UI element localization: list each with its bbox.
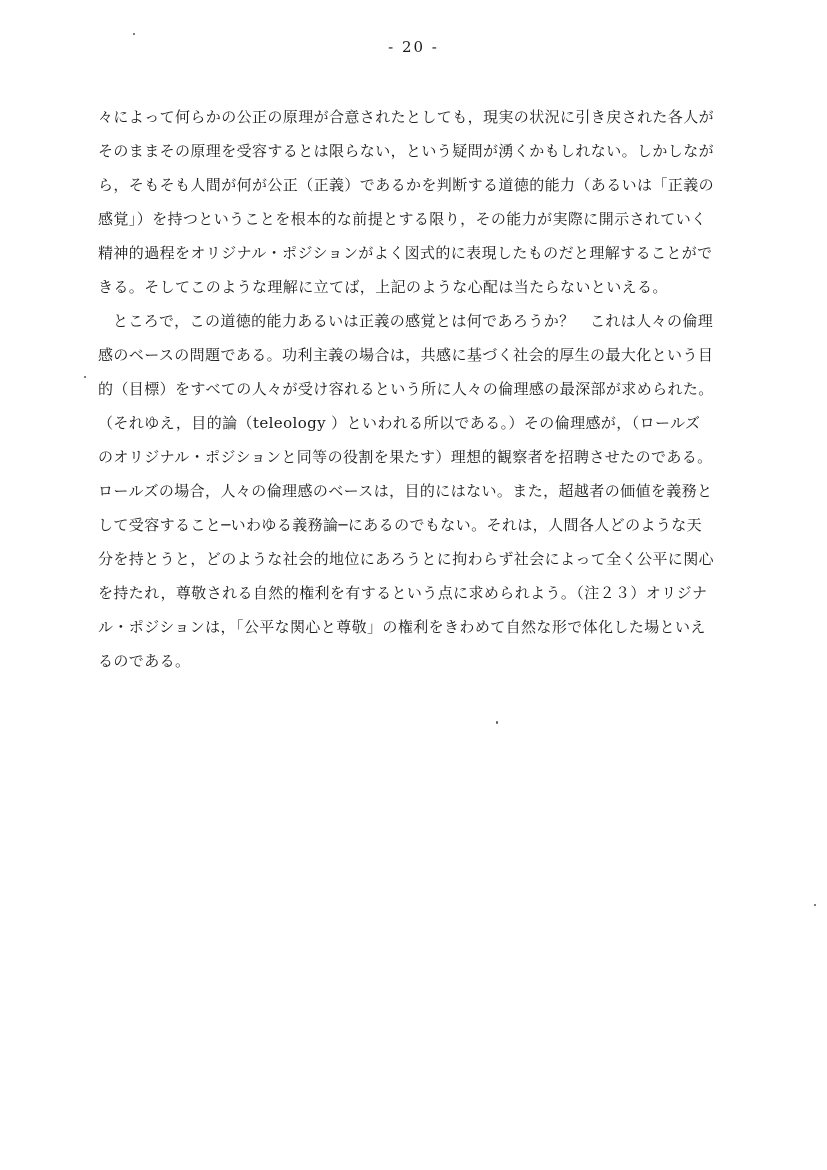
text-line: ル・ポジションは，「公平な関心と尊敬」の権利をきわめて自然な形で体化した場といえ	[98, 618, 706, 636]
scan-speck	[84, 376, 86, 378]
text-line: ら，そもそも人間が何が公正（正義）であるかを判断する道徳的能力（あるいは「正義の	[98, 176, 715, 194]
text-line: 感のベースの問題である。功利主義の場合は，共感に基づく社会的厚生の最大化という目	[98, 346, 714, 364]
body-text	[98, 100, 738, 678]
text-line: るのである。	[98, 652, 191, 670]
text-line: ところで，この道徳的能力あるいは正義の感覚とは何であろうか？ これは人々の倫理	[113, 312, 714, 330]
text-line: して受容すること─いわゆる義務論─にあるのでもない。それは，人間各人どのような天	[98, 516, 703, 534]
text-line: （それゆえ，目的論（teleology ）といわれる所以である。）その倫理感が，（ロールズ	[98, 414, 701, 432]
text-line: 精神的過程をオリジナル・ポジションがよく図式的に表現したものだと理解することがで	[98, 244, 713, 262]
text-line: そのままその原理を受容するとは限らない，という疑問が湧くかもしれない。しかしなが	[98, 142, 715, 160]
text-line: を持たれ，尊敬される自然的権利を有するという点に求められよう。（注２３）オリジナ	[98, 584, 708, 602]
text-line: のオリジナル・ポジションと同等の役割を果たす）理想的観察者を招聘させたのである。	[98, 448, 713, 466]
page-number: - 20 -	[388, 38, 439, 56]
text-line: 的（目標）をすべての人々が受け容れるという所に人々の倫理感の最深部が求められた。	[98, 380, 714, 398]
text-line: 々によって何らかの公正の原理が合意されたとしても，現実の状況に引き戻された各人が	[98, 108, 715, 126]
paragraph-1	[98, 100, 738, 304]
paragraph-2	[98, 304, 738, 678]
scan-speck	[814, 904, 816, 906]
text-line: 感覚」）を持つということを根本的な前提とする限り，その能力が実際に開示されていく	[98, 210, 707, 228]
scan-speck	[133, 33, 135, 35]
text-line: ロールズの場合，人々の倫理感のベースは，目的にはない。また，超越者の価値を義務と	[98, 482, 713, 500]
text-line: 分を持とうと，どのような社会的地位にあろうとに拘わらず社会によって全く公平に関心	[98, 550, 715, 568]
scan-speck	[496, 721, 498, 724]
text-line: きる。そしてこのような理解に立てば，上記のような心配は当たらないといえる。	[98, 278, 668, 296]
